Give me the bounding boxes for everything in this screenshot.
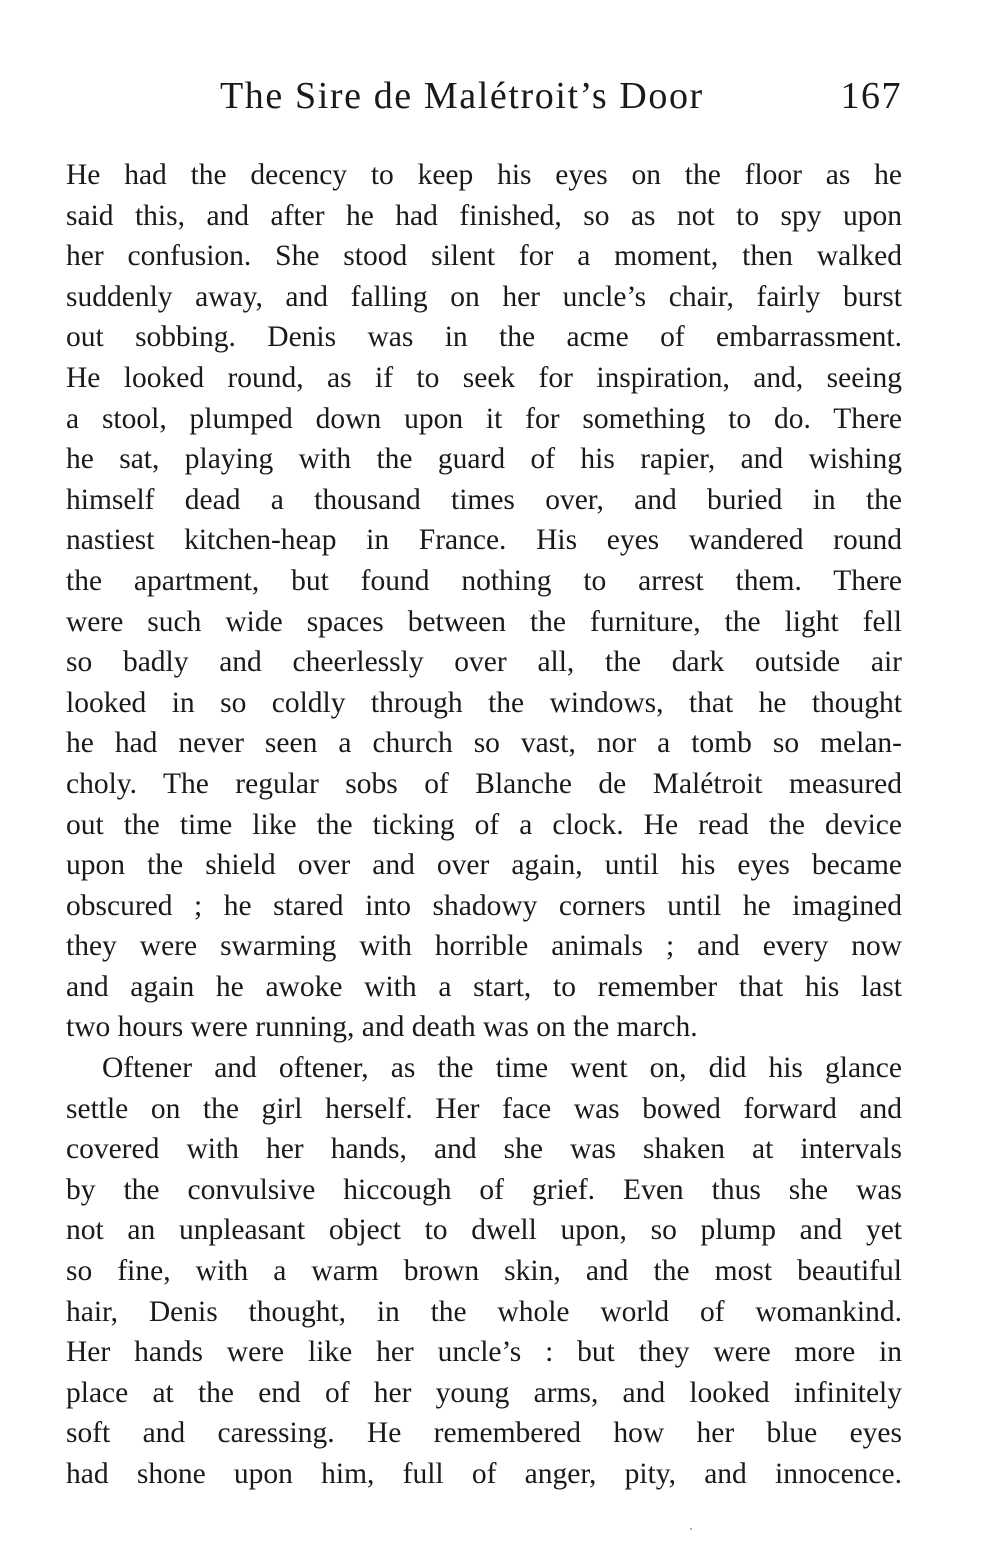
text-line: obscured ; he stared into shadowy corners until he imagined bbox=[66, 889, 902, 922]
text-line: the apartment, but found nothing to arrest them. There bbox=[66, 564, 902, 597]
text-line: place at the end of her young arms, and looked infinitely bbox=[66, 1376, 902, 1409]
text-line: he sat, playing with the guard of his rapier, and wishing bbox=[66, 443, 902, 476]
text-line: her confusion. She stood silent for a moment, then walked bbox=[66, 240, 902, 273]
text-line: himself dead a thousand times over, and buried in the bbox=[66, 483, 902, 516]
paragraph-1 bbox=[66, 155, 902, 1048]
text-line: settle on the girl herself. Her face was bowed forward and bbox=[66, 1092, 902, 1125]
text-line: out sobbing. Denis was in the acme of embarrassment. bbox=[66, 321, 902, 354]
text-line: He had the decency to keep his eyes on the floor as he bbox=[66, 159, 902, 191]
text-line: two hours were running, and death was on the march. bbox=[66, 1011, 698, 1044]
text-line: not an unpleasant object to dwell upon, so plump and yet bbox=[66, 1214, 902, 1247]
running-title: The Sire de Malétroit’s Door bbox=[220, 75, 704, 117]
text-line: suddenly away, and falling on her uncle’s chair, fairly burst bbox=[66, 280, 902, 313]
text-line: looked in so coldly through the windows, that he thought bbox=[66, 686, 902, 719]
text-line: covered with her hands, and she was shaken at intervals bbox=[66, 1133, 902, 1166]
paragraph-2 bbox=[66, 1048, 902, 1495]
running-head bbox=[66, 72, 902, 120]
text-line: nastiest kitchen-heap in France. His eyes wandered round bbox=[66, 524, 902, 557]
text-line: a stool, plumped down upon it for something to do. There bbox=[66, 402, 902, 435]
text-line: he had never seen a church so vast, nor a tomb so melan- bbox=[66, 727, 902, 760]
text-line: Her hands were like her uncle’s : but they were more in bbox=[66, 1336, 902, 1369]
text-line: choly. The regular sobs of Blanche de Malétroit measured bbox=[66, 767, 902, 800]
text-line: out the time like the ticking of a clock. He read the device bbox=[66, 808, 902, 841]
text-line: said this, and after he had finished, so as not to spy upon bbox=[66, 199, 902, 232]
text-line: so badly and cheerlessly over all, the dark outside air bbox=[66, 646, 902, 679]
text-line: were such wide spaces between the furniture, the light fell bbox=[66, 605, 902, 638]
text-line: upon the shield over and over again, until his eyes became bbox=[66, 849, 902, 882]
text-line: soft and caressing. He remembered how her blue eyes bbox=[66, 1417, 902, 1450]
text-line: and again he awoke with a start, to remember that his last bbox=[66, 970, 902, 1003]
text-line: by the convulsive hiccough of grief. Even thus she was bbox=[66, 1173, 902, 1206]
text-line: so fine, with a warm brown skin, and the most beautiful bbox=[66, 1255, 902, 1288]
text-line: had shone upon him, full of anger, pity, and innocence. bbox=[66, 1458, 902, 1490]
text-line: hair, Denis thought, in the whole world of womankind. bbox=[66, 1295, 902, 1328]
text-line: Oftener and oftener, as the time went on, did his glance bbox=[102, 1052, 902, 1085]
paper-speck bbox=[690, 1528, 692, 1530]
text-line: He looked round, as if to seek for inspiration, and, seeing bbox=[66, 361, 902, 394]
text-line: they were swarming with horrible animals ; and every now bbox=[66, 930, 902, 963]
page-number: 167 bbox=[840, 75, 902, 117]
body-text bbox=[66, 155, 902, 1495]
